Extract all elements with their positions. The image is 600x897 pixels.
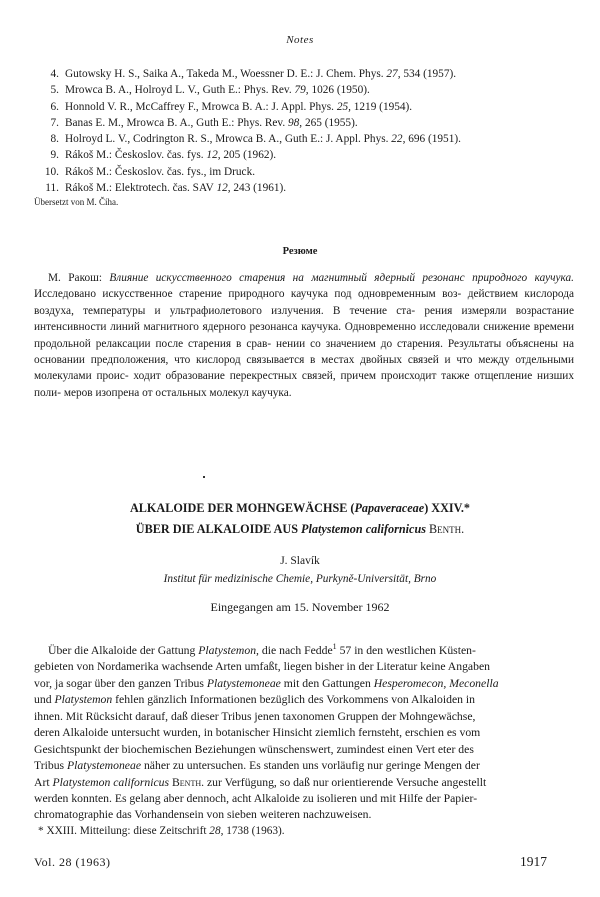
translator-note: Übersetzt von M. Číha. [34,197,119,207]
reference-item [34,66,574,82]
reference-item [34,164,574,180]
reference-text: Rákoš M.: Českoslov. čas. fys. 12, 205 (1962). [65,149,277,162]
article-title-line2: ÜBER DIE ALKALOIDE AUS Platystemon californicus Benth. [135,522,465,536]
body-line: und Platystemon fehlen gänzlich Informationen bezüglich des Vorkommens von Alkaloiden in [34,693,476,707]
article-body [34,639,574,824]
reference-number: 7. [50,116,59,129]
article-author: J. Slavík [280,555,320,567]
reference-text: Honnold V. R., McCaffrey F., Mrowca B. A.: J. Appl. Phys. 25, 1219 (1954). [65,100,413,113]
reference-number: 4. [50,68,59,80]
body-line: Gesichtspunkt der biochemischen Beziehungen wünschenswert, zumindest einen Vert eter des [34,742,474,756]
body-line: deren Alkaloide untersucht wurden, in botanischer Hinsicht ziemlich fernsteht, erschien es vom [34,726,481,740]
body-line: werden konnten. Es gelang aber dennoch, acht Alkaloide zu isolieren und mit Hilfe der Papier- [34,791,478,805]
page-number: 1917 [520,854,547,869]
resume-abstract: М. Ракош: Влияние искусственного старения на магнитный ядерный резонанс природного каучука. Исследовано искусственное старение природного каучука под одновременным воз- действием кислорода воздуха, температуры и ультрафиолетового излучения. В течение ста- рения измеряли возрастание интенсивности линий магнитного ядерного резонанса каучука. Одновременно исследовали снижение времени продольной релаксации после старения в срав- нении со значением до старения. Результаты объяснены на основании предположения, что кислород связывается в местах двойных связей и что между отдельными молекулами проис- ходит образование перекрестных связей, причем происходит также отщепление низших поли- меров изопрена от остальных молекул каучука. [34,272,575,399]
volume-info: Vol. 28 (1963) [34,855,111,869]
body-line: chromatographie das Vorhandensein von sieben weiteren nachzuweisen. [34,808,372,822]
body-line: Art Platystemon californicus Benth. zur Verfügung, so daß nur orientierende Versuche angestellt [34,775,487,789]
footnote: * XXIII. Mitteilung: diese Zeitschrift 28, 1738 (1963). [38,825,285,837]
body-line: ihnen. Mit Rücksicht darauf, daß dieser Tribus jenen taxonomen Gruppen der Mohngewächse, [34,709,476,723]
reference-number: 8. [50,133,59,146]
reference-item [34,131,574,147]
reference-text: Banas E. M., Mrowca B. A., Guth E.: Phys. Rev. 98, 265 (1955). [65,116,358,129]
resume-title: Резюме [282,246,318,257]
body-line: Tribus Platystemoneae näher zu untersuchen. Es standen uns vorläufig nur geringe Mengen der [34,759,480,773]
reference-number: 9. [50,149,59,162]
reference-text: Rákoš M.: Českoslov. čas. fys., im Druck. [65,165,256,178]
reference-text: Holroyd L. V., Codrington R. S., Mrowca B. A., Guth E.: J. Appl. Phys. 22, 696 (1951). [65,133,461,146]
stray-dot [203,476,205,478]
reference-number: 6. [50,100,59,113]
reference-number: 11. [45,182,59,195]
running-header: Notes [286,34,314,46]
reference-text: Gutowsky H. S., Saika A., Takeda M., Woessner D. E.: J. Chem. Phys. 27, 534 (1957). [65,68,457,80]
reference-text: Mrowca B. A., Holroyd L. V., Guth E.: Phys. Rev. 79, 1026 (1950). [65,84,370,97]
body-line: vor, ja sogar über den ganzen Tribus Platystemoneae mit den Gattungen Hesperomecon, Meconella [34,676,499,690]
reference-item [34,147,574,163]
reference-number: 10. [44,165,59,178]
reference-item [34,99,574,115]
received-date: Eingegangen am 15. November 1962 [210,600,390,614]
article-title-line1: ALKALOIDE DER MOHNGEWÄCHSE (Papaveraceae) XXIV.* [129,501,471,515]
body-line: Über die Alkaloide der Gattung Platystemon, die nach Fedde$^1$ 57 in den westlichen Küsten- [48,642,476,657]
reference-number: 5. [50,84,59,97]
reference-list [34,66,574,196]
reference-item [34,82,574,98]
reference-text: Rákoš M.: Elektrotech. čas. SAV 12, 243 (1961). [65,182,287,195]
article-institute: Institut für medizinische Chemie, Purkyně-Universität, Brno [163,573,437,585]
body-line: gebieten von Nordamerika wachsende Arten umfaßt, liegen bisher in der Literatur keine Angaben [34,660,490,674]
reference-item [34,180,574,196]
reference-item [34,115,574,131]
